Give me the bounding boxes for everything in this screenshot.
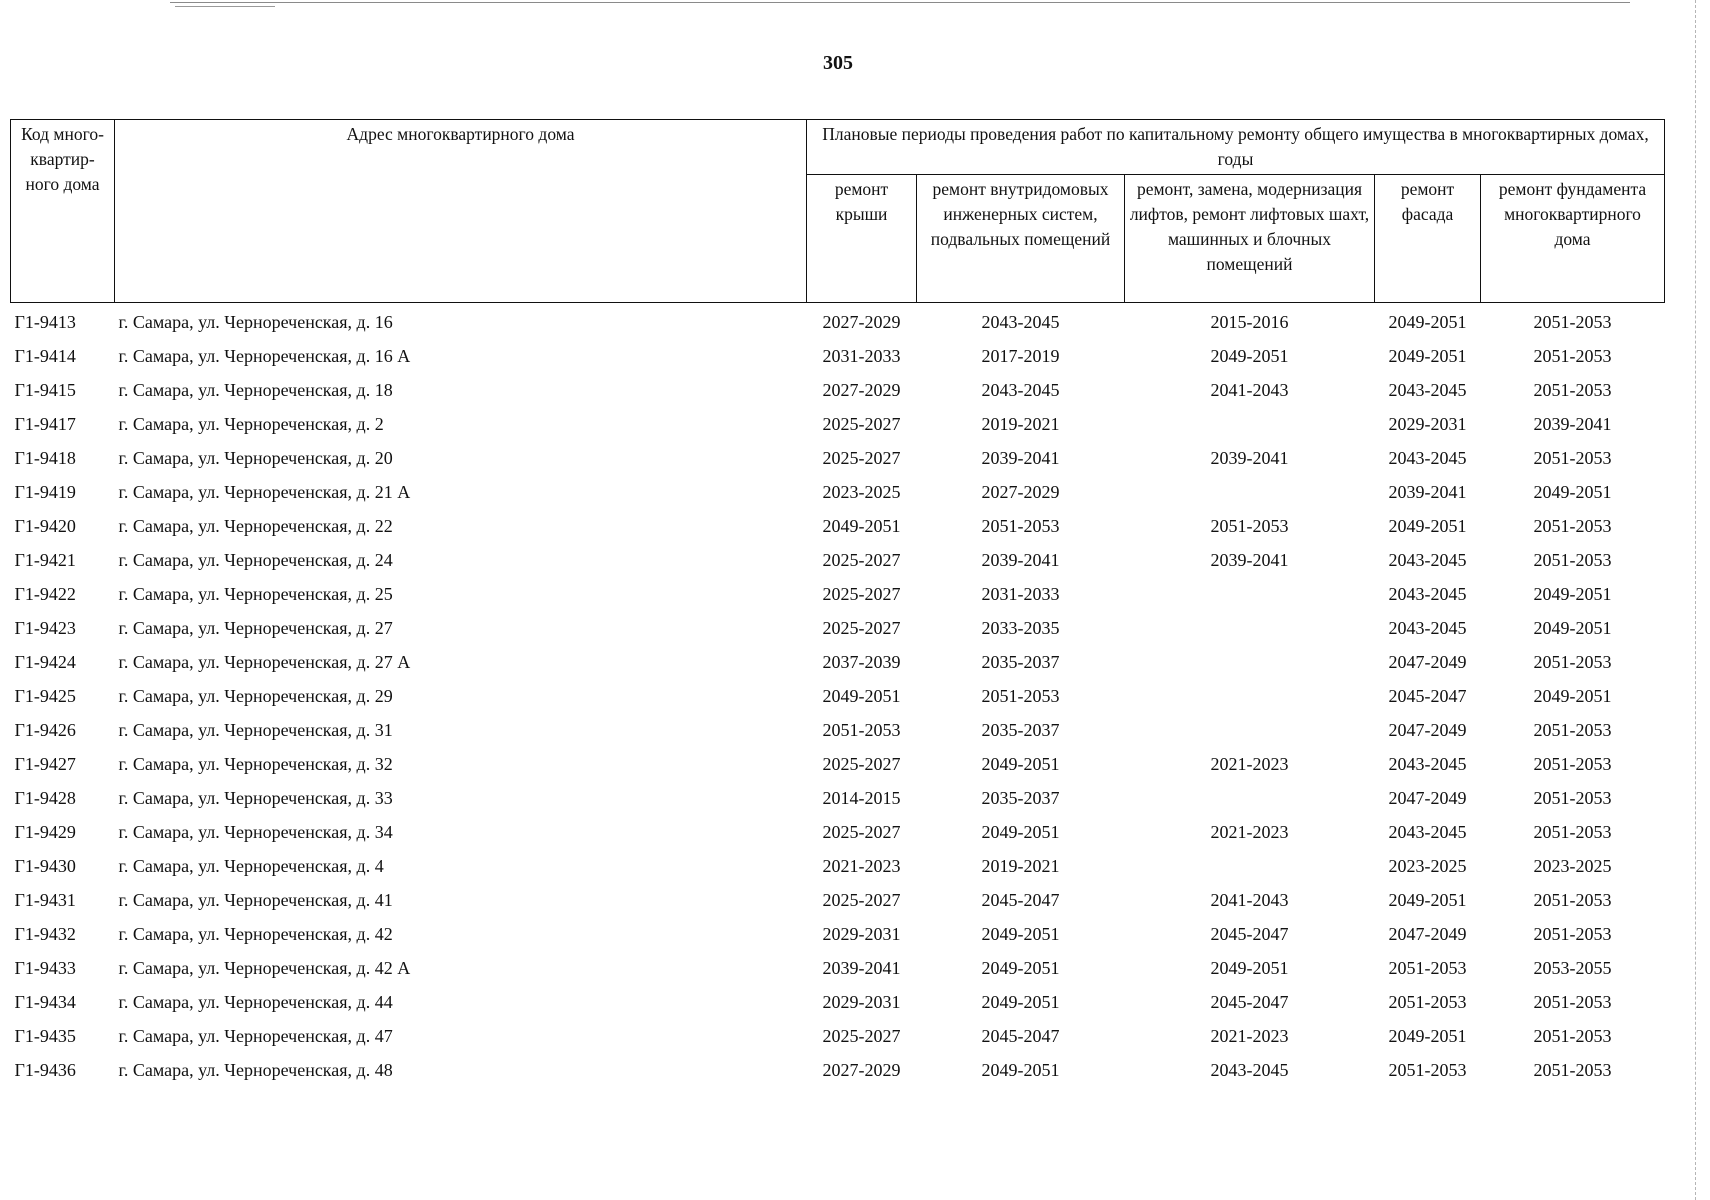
table-row <box>11 303 1665 340</box>
cell-roof-period: 2049-2051 <box>822 515 901 536</box>
cell-elevator-period: 2045-2047 <box>1210 923 1289 944</box>
cell-roof-period: 2027-2029 <box>822 379 901 400</box>
cell-elevator-period: 2021-2023 <box>1210 821 1289 842</box>
cell-engineering-period: 2031-2033 <box>981 583 1060 604</box>
cell-foundation-period: 2051-2053 <box>1533 753 1612 774</box>
cell-engineering-period: 2043-2045 <box>981 379 1060 400</box>
cell-roof-period: 2025-2027 <box>822 413 901 434</box>
cell-facade-period: 2047-2049 <box>1388 787 1467 808</box>
cell-foundation-period: 2053-2055 <box>1533 957 1612 978</box>
table-row <box>11 917 1665 951</box>
cell-address: г. Самара, ул. Чернореченская, д. 34 <box>118 821 393 842</box>
cell-building-code: Г1-9432 <box>14 923 76 944</box>
table-row <box>11 815 1665 849</box>
cell-facade-period: 2049-2051 <box>1388 889 1467 910</box>
cell-elevator-period: 2021-2023 <box>1210 753 1289 774</box>
cell-roof-period: 2051-2053 <box>822 719 901 740</box>
cell-building-code: Г1-9424 <box>14 651 76 672</box>
table-body <box>11 303 1665 1088</box>
table-row <box>11 407 1665 441</box>
table-row <box>11 713 1665 747</box>
cell-engineering-period: 2035-2037 <box>981 719 1060 740</box>
cell-facade-period: 2043-2045 <box>1388 447 1467 468</box>
cell-roof-period: 2025-2027 <box>822 617 901 638</box>
cell-roof-period: 2031-2033 <box>822 345 901 366</box>
cell-address: г. Самара, ул. Чернореченская, д. 21 А <box>118 481 411 502</box>
cell-foundation-period: 2051-2053 <box>1533 923 1612 944</box>
cell-elevator-period <box>1125 611 1375 645</box>
table-row <box>11 985 1665 1019</box>
cell-roof-period: 2049-2051 <box>822 685 901 706</box>
cell-engineering-period: 2033-2035 <box>981 617 1060 638</box>
cell-foundation-period: 2051-2053 <box>1533 447 1612 468</box>
cell-foundation-period: 2051-2053 <box>1533 787 1612 808</box>
cell-facade-period: 2023-2025 <box>1388 855 1467 876</box>
cell-address: г. Самара, ул. Чернореченская, д. 16 <box>118 311 393 332</box>
cell-facade-period: 2043-2045 <box>1388 549 1467 570</box>
cell-address: г. Самара, ул. Чернореченская, д. 32 <box>118 753 393 774</box>
cell-engineering-period: 2049-2051 <box>981 753 1060 774</box>
header-elevator-repair: ремонт, замена, модернизация лифтов, ремонт лифтовых шахт, машинных и блочных помещений <box>1125 175 1375 303</box>
cell-engineering-period: 2049-2051 <box>981 991 1060 1012</box>
cell-building-code: Г1-9415 <box>14 379 76 400</box>
cell-engineering-period: 2051-2053 <box>981 515 1060 536</box>
header-address: Адрес многоквартирного дома <box>115 120 807 303</box>
cell-address: г. Самара, ул. Чернореченская, д. 16 А <box>118 345 411 366</box>
cell-elevator-period: 2021-2023 <box>1210 1025 1289 1046</box>
cell-engineering-period: 2027-2029 <box>981 481 1060 502</box>
cell-building-code: Г1-9433 <box>14 957 76 978</box>
cell-elevator-period <box>1125 407 1375 441</box>
cell-building-code: Г1-9422 <box>14 583 76 604</box>
cell-engineering-period: 2017-2019 <box>981 345 1060 366</box>
cell-building-code: Г1-9430 <box>14 855 76 876</box>
cell-roof-period: 2023-2025 <box>822 481 901 502</box>
cell-roof-period: 2029-2031 <box>822 923 901 944</box>
table-row <box>11 509 1665 543</box>
cell-building-code: Г1-9418 <box>14 447 76 468</box>
cell-roof-period: 2037-2039 <box>822 651 901 672</box>
cell-foundation-period: 2049-2051 <box>1533 583 1612 604</box>
scan-artifact-line <box>170 2 1630 3</box>
header-foundation-repair: ремонт фундамента многоквартирного дома <box>1481 175 1665 303</box>
cell-engineering-period: 2039-2041 <box>981 549 1060 570</box>
cell-elevator-period: 2039-2041 <box>1210 549 1289 570</box>
cell-roof-period: 2029-2031 <box>822 991 901 1012</box>
cell-foundation-period: 2051-2053 <box>1533 345 1612 366</box>
cell-address: г. Самара, ул. Чернореченская, д. 31 <box>118 719 393 740</box>
header-roof-repair: ремонт крыши <box>807 175 917 303</box>
capital-repair-schedule-table <box>10 119 1665 1087</box>
cell-engineering-period: 2045-2047 <box>981 1025 1060 1046</box>
cell-address: г. Самара, ул. Чернореченская, д. 25 <box>118 583 393 604</box>
scan-artifact-line <box>175 6 275 7</box>
cell-facade-period: 2047-2049 <box>1388 923 1467 944</box>
cell-elevator-period: 2045-2047 <box>1210 991 1289 1012</box>
cell-building-code: Г1-9429 <box>14 821 76 842</box>
cell-building-code: Г1-9428 <box>14 787 76 808</box>
cell-elevator-period <box>1125 679 1375 713</box>
cell-building-code: Г1-9421 <box>14 549 76 570</box>
table-row <box>11 339 1665 373</box>
cell-foundation-period: 2051-2053 <box>1533 1059 1612 1080</box>
cell-building-code: Г1-9427 <box>14 753 76 774</box>
cell-elevator-period <box>1125 713 1375 747</box>
cell-foundation-period: 2051-2053 <box>1533 515 1612 536</box>
cell-elevator-period: 2041-2043 <box>1210 889 1289 910</box>
cell-address: г. Самара, ул. Чернореченская, д. 48 <box>118 1059 393 1080</box>
cell-roof-period: 2025-2027 <box>822 753 901 774</box>
cell-roof-period: 2025-2027 <box>822 549 901 570</box>
cell-foundation-period: 2051-2053 <box>1533 821 1612 842</box>
cell-address: г. Самара, ул. Чернореченская, д. 29 <box>118 685 393 706</box>
cell-roof-period: 2039-2041 <box>822 957 901 978</box>
cell-facade-period: 2047-2049 <box>1388 719 1467 740</box>
cell-address: г. Самара, ул. Чернореченская, д. 42 <box>118 923 393 944</box>
table-row <box>11 849 1665 883</box>
header-engineering-repair: ремонт внутридомовых инженерных систем, подвальных помещений <box>917 175 1125 303</box>
cell-facade-period: 2049-2051 <box>1388 515 1467 536</box>
table-row <box>11 577 1665 611</box>
cell-address: г. Самара, ул. Чернореченская, д. 33 <box>118 787 393 808</box>
cell-facade-period: 2043-2045 <box>1388 821 1467 842</box>
cell-facade-period: 2045-2047 <box>1388 685 1467 706</box>
table-row <box>11 747 1665 781</box>
table-row <box>11 781 1665 815</box>
cell-foundation-period: 2051-2053 <box>1533 719 1612 740</box>
cell-facade-period: 2049-2051 <box>1388 345 1467 366</box>
table-row <box>11 883 1665 917</box>
cell-foundation-period: 2051-2053 <box>1533 311 1612 332</box>
cell-roof-period: 2027-2029 <box>822 311 901 332</box>
table-row <box>11 475 1665 509</box>
cell-foundation-period: 2049-2051 <box>1533 617 1612 638</box>
cell-elevator-period <box>1125 475 1375 509</box>
cell-facade-period: 2043-2045 <box>1388 753 1467 774</box>
cell-address: г. Самара, ул. Чернореченская, д. 27 <box>118 617 393 638</box>
table-row <box>11 441 1665 475</box>
cell-engineering-period: 2035-2037 <box>981 787 1060 808</box>
cell-facade-period: 2047-2049 <box>1388 651 1467 672</box>
cell-engineering-period: 2039-2041 <box>981 447 1060 468</box>
cell-foundation-period: 2049-2051 <box>1533 481 1612 502</box>
header-code: Код много-квартир-ного дома <box>11 120 115 303</box>
cell-roof-period: 2025-2027 <box>822 821 901 842</box>
cell-address: г. Самара, ул. Чернореченская, д. 27 А <box>118 651 411 672</box>
header-planned-periods: Плановые периоды проведения работ по капитальному ремонту общего имущества в многоквартирных домах, годы <box>807 120 1665 175</box>
cell-elevator-period: 2039-2041 <box>1210 447 1289 468</box>
cell-address: г. Самара, ул. Чернореченская, д. 47 <box>118 1025 393 1046</box>
cell-address: г. Самара, ул. Чернореченская, д. 22 <box>118 515 393 536</box>
cell-roof-period: 2014-2015 <box>822 787 901 808</box>
page-number: 305 <box>823 52 853 74</box>
cell-address: г. Самара, ул. Чернореченская, д. 4 <box>118 855 384 876</box>
cell-elevator-period: 2051-2053 <box>1210 515 1289 536</box>
cell-foundation-period: 2049-2051 <box>1533 685 1612 706</box>
cell-engineering-period: 2049-2051 <box>981 821 1060 842</box>
cell-engineering-period: 2049-2051 <box>981 923 1060 944</box>
table-row <box>11 679 1665 713</box>
header-facade-repair: ремонт фасада <box>1375 175 1481 303</box>
cell-elevator-period: 2049-2051 <box>1210 345 1289 366</box>
cell-engineering-period: 2049-2051 <box>981 1059 1060 1080</box>
cell-building-code: Г1-9426 <box>14 719 76 740</box>
cell-facade-period: 2029-2031 <box>1388 413 1467 434</box>
cell-address: г. Самара, ул. Чернореченская, д. 20 <box>118 447 393 468</box>
cell-engineering-period: 2045-2047 <box>981 889 1060 910</box>
cell-building-code: Г1-9425 <box>14 685 76 706</box>
cell-facade-period: 2049-2051 <box>1388 1025 1467 1046</box>
cell-foundation-period: 2051-2053 <box>1533 1025 1612 1046</box>
cell-address: г. Самара, ул. Чернореченская, д. 2 <box>118 413 384 434</box>
cell-address: г. Самара, ул. Чернореченская, д. 18 <box>118 379 393 400</box>
cell-roof-period: 2025-2027 <box>822 447 901 468</box>
cell-roof-period: 2025-2027 <box>822 583 901 604</box>
cell-elevator-period <box>1125 781 1375 815</box>
cell-foundation-period: 2039-2041 <box>1533 413 1612 434</box>
cell-elevator-period: 2041-2043 <box>1210 379 1289 400</box>
cell-address: г. Самара, ул. Чернореченская, д. 24 <box>118 549 393 570</box>
cell-building-code: Г1-9436 <box>14 1059 76 1080</box>
cell-facade-period: 2051-2053 <box>1388 957 1467 978</box>
table-row <box>11 1053 1665 1087</box>
schedule-table-container <box>10 119 1664 1087</box>
cell-foundation-period: 2051-2053 <box>1533 379 1612 400</box>
cell-engineering-period: 2019-2021 <box>981 413 1060 434</box>
cell-building-code: Г1-9420 <box>14 515 76 536</box>
table-row <box>11 543 1665 577</box>
cell-facade-period: 2043-2045 <box>1388 617 1467 638</box>
cell-roof-period: 2021-2023 <box>822 855 901 876</box>
cell-elevator-period <box>1125 645 1375 679</box>
cell-building-code: Г1-9434 <box>14 991 76 1012</box>
cell-building-code: Г1-9414 <box>14 345 76 366</box>
table-row <box>11 373 1665 407</box>
cell-building-code: Г1-9435 <box>14 1025 76 1046</box>
cell-roof-period: 2027-2029 <box>822 1059 901 1080</box>
cell-facade-period: 2049-2051 <box>1388 311 1467 332</box>
cell-elevator-period: 2049-2051 <box>1210 957 1289 978</box>
cell-facade-period: 2043-2045 <box>1388 583 1467 604</box>
cell-address: г. Самара, ул. Чернореченская, д. 42 А <box>118 957 411 978</box>
table-row <box>11 951 1665 985</box>
cell-building-code: Г1-9413 <box>14 311 76 332</box>
cell-roof-period: 2025-2027 <box>822 1025 901 1046</box>
cell-engineering-period: 2051-2053 <box>981 685 1060 706</box>
cell-facade-period: 2039-2041 <box>1388 481 1467 502</box>
cell-building-code: Г1-9431 <box>14 889 76 910</box>
cell-elevator-period: 2043-2045 <box>1210 1059 1289 1080</box>
cell-elevator-period <box>1125 849 1375 883</box>
cell-building-code: Г1-9419 <box>14 481 76 502</box>
cell-engineering-period: 2049-2051 <box>981 957 1060 978</box>
cell-roof-period: 2025-2027 <box>822 889 901 910</box>
cell-building-code: Г1-9417 <box>14 413 76 434</box>
cell-engineering-period: 2019-2021 <box>981 855 1060 876</box>
cell-elevator-period: 2015-2016 <box>1210 311 1289 332</box>
cell-facade-period: 2051-2053 <box>1388 991 1467 1012</box>
cell-foundation-period: 2051-2053 <box>1533 549 1612 570</box>
cell-foundation-period: 2023-2025 <box>1533 855 1612 876</box>
cell-engineering-period: 2043-2045 <box>981 311 1060 332</box>
table-row <box>11 1019 1665 1053</box>
cell-elevator-period <box>1125 577 1375 611</box>
cell-facade-period: 2051-2053 <box>1388 1059 1467 1080</box>
scan-artifact-edge <box>1695 0 1696 1200</box>
cell-foundation-period: 2051-2053 <box>1533 651 1612 672</box>
cell-facade-period: 2043-2045 <box>1388 379 1467 400</box>
cell-foundation-period: 2051-2053 <box>1533 991 1612 1012</box>
cell-address: г. Самара, ул. Чернореченская, д. 41 <box>118 889 393 910</box>
cell-address: г. Самара, ул. Чернореченская, д. 44 <box>118 991 393 1012</box>
table-row <box>11 611 1665 645</box>
cell-foundation-period: 2051-2053 <box>1533 889 1612 910</box>
table-row <box>11 645 1665 679</box>
cell-building-code: Г1-9423 <box>14 617 76 638</box>
cell-engineering-period: 2035-2037 <box>981 651 1060 672</box>
